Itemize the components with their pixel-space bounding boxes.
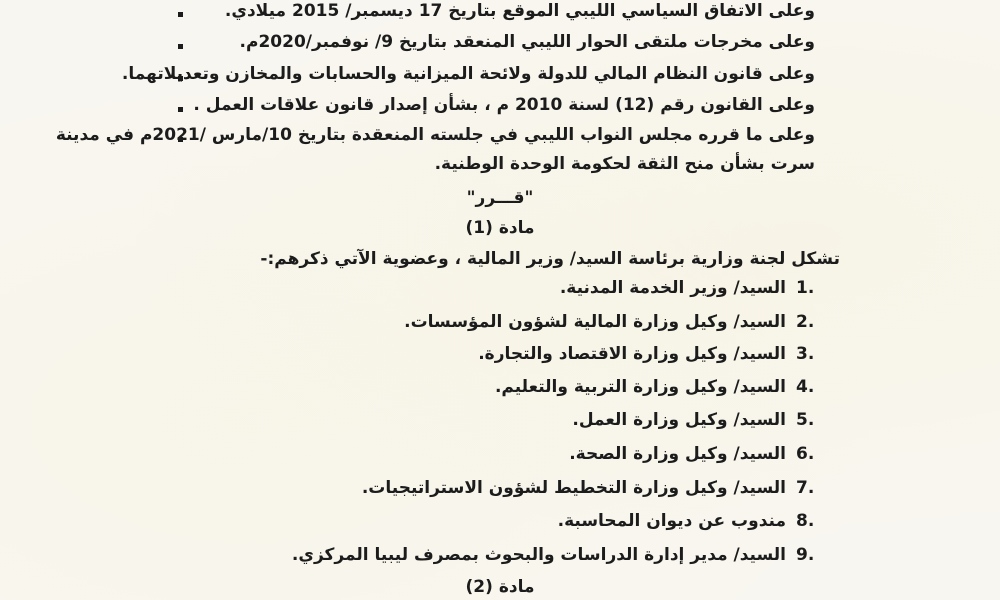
item-text: السيد/ وزير الخدمة المدنية. — [559, 278, 786, 298]
list-item — [478, 343, 820, 365]
list-item — [569, 443, 820, 465]
item-number: 8. — [796, 511, 815, 531]
item-number: 1. — [796, 278, 815, 298]
list-item — [404, 311, 820, 333]
item-text: السيد/ وكيل وزارة التربية والتعليم. — [494, 377, 786, 397]
decision-heading: "قـــرر" — [466, 188, 534, 208]
list-item — [362, 477, 820, 499]
bullet-icon — [178, 44, 183, 49]
preamble-continuation: سرت بشأن منح الثقة لحكومة الوحدة الوطنية. — [434, 154, 815, 174]
item-number: 7. — [796, 478, 815, 498]
list-item — [572, 409, 820, 431]
list-item — [560, 277, 820, 299]
item-text: السيد/ وكيل وزارة الاقتصاد والتجارة. — [478, 344, 786, 364]
article-1-heading: مادة (1) — [465, 218, 535, 238]
item-text: السيد/ وكيل وزارة المالية لشؤون المؤسسات. — [404, 312, 786, 332]
preamble-line-4: وعلى القانون رقم (12) لسنة 2010 م ، بشأن إصدار قانون علاقات العمل . — [193, 95, 815, 115]
preamble-line-5: وعلى ما قرره مجلس النواب الليبي في جلسته المنعقدة بتاريخ 10/مارس /2021م في مدينة — [55, 125, 815, 145]
preamble-line-1: وعلى الاتفاق السياسي الليبي الموقع بتاريخ 17 ديسمبر/ 2015 ميلادي. — [224, 1, 815, 21]
item-text: السيد/ وكيل وزارة العمل. — [572, 410, 786, 430]
list-item — [292, 544, 820, 566]
list-item — [558, 510, 820, 532]
article-2-heading: مادة (2) — [465, 577, 535, 597]
item-text: السيد/ وكيل وزارة التخطيط لشؤون الاستراتيجيات. — [361, 478, 786, 498]
article-1-intro: تشكل لجنة وزارية برئاسة السيد/ وزير المالية ، وعضوية الآتي ذكرهم:- — [260, 249, 840, 269]
preamble-line-3: وعلى قانون النظام المالي للدولة ولائحة الميزانية والحسابات والمخازن وتعديلاتهما. — [121, 64, 815, 84]
item-text: مندوب عن ديوان المحاسبة. — [557, 511, 786, 531]
item-text: السيد/ وكيل وزارة الصحة. — [569, 444, 786, 464]
item-number: 6. — [796, 444, 815, 464]
item-number: 5. — [796, 410, 815, 430]
bullet-icon — [178, 107, 183, 112]
item-number: 2. — [796, 312, 815, 332]
item-number: 9. — [796, 545, 815, 565]
list-item — [495, 376, 820, 398]
item-number: 3. — [796, 344, 815, 364]
item-number: 4. — [796, 377, 815, 397]
bullet-icon — [178, 12, 183, 17]
preamble-line-2: وعلى مخرجات ملتقى الحوار الليبي المنعقد بتاريخ 9/ نوفمبر/2020م. — [239, 32, 815, 52]
item-text: السيد/ مدير إدارة الدراسات والبحوث بمصرف ليبيا المركزي. — [291, 545, 786, 565]
